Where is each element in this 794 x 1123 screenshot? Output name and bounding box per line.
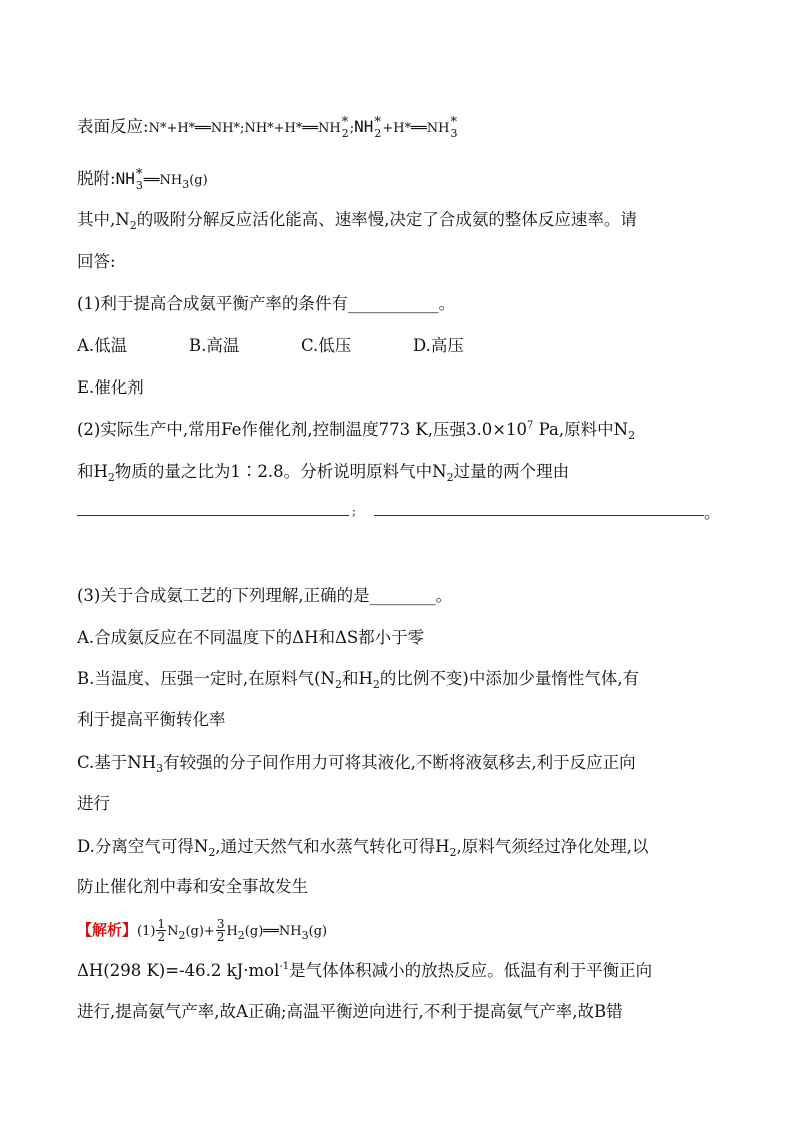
option-e: E.催化剂 [77,378,144,397]
question-2-line-2: 和$H_2$物质的量之比为1∶2.8。分析说明原料气中$N_2$过量的两个理由 [77,462,570,484]
question-1-options [77,335,525,357]
question-3-option-a: A.合成氨反应在不同温度下的ΔH和ΔS都小于零 [77,628,425,647]
analysis-line-1: 【解析】(1) $\frac{1}{2}$ $N_2(g)+$ $\frac{3}{2}$ $H_2(g)══NH_3(g)$ [77,917,328,944]
option-d: D.高压 [413,336,464,355]
surface-reaction-line: 表面反应:N*+H*══NH*;NH*+H*══NH * 2 ;NH * 2 +H*══NH * 3 [77,114,458,140]
question-3: (3)关于合成氨工艺的下列理解,正确的是________。 [77,586,453,605]
option-a: A.低温 [77,336,128,355]
question-3-option-b-line-2: 利于提高平衡转化率 [77,710,226,729]
question-1: (1)利于提高合成氨平衡产率的条件有___________。 [77,294,456,313]
reaction-3-mid: +H*══NH [382,121,450,136]
question-3-option-c-line-1: C.基于$NH_3$有较强的分子间作用力可将其液化,不断将液氨移去,利于反应正向 [77,753,636,775]
desorption-line: 脱附:NH * 3 $══NH_3(g)$ [77,166,208,192]
reaction-1: N*+H*══NH* [148,121,241,136]
fraction-three-halves: $\frac{3}{2}$ [216,917,225,944]
fraction-half: $\frac{1}{2}$ [157,917,166,944]
answer-blank-1 [77,515,349,516]
analysis-tag: 【解析】 [77,921,138,939]
answer-blank-2 [374,515,704,516]
option-b: B.高温 [189,336,240,355]
nh3-star: * 3 [450,114,458,140]
question-3-option-c-line-2: 进行 [77,794,110,813]
question-3-option-b-line-1: B.当温度、压强一定时,在原料气($N_2$和$H_2$的比例不变)中添加少量惰性气体,有 [77,669,640,691]
analysis-line-3: 进行,提高氨气产率,故A正确;高温平衡逆向进行,不利于提高氨气产率,故B错 [77,1002,623,1021]
analysis-line-2: ΔH(298 K)=-46.2 kJ·mol$^{-1}$是气体体积减小的放热反应。低温有利于平衡正向 [77,961,653,980]
question-2-line-1: (2)实际生产中,常用Fe作催化剂,控制温度773 K,压强$3.0\times 10^7$ Pa,原料中$N_2$ [77,420,636,442]
question-3-option-d-line-2: 防止催化剂中毒和安全事故发生 [77,877,308,896]
desorption-label: 脱附: [77,169,116,188]
nh2-star: * 2 [341,114,349,140]
intro-paragraph-line-1: 其中$,N_2$的吸附分解反应活化能高、速率慢,决定了合成氨的整体反应速率。请 [77,210,637,232]
reaction-3-pre: NH [354,117,374,136]
blank-separator: ; [352,504,357,518]
intro-paragraph-line-2: 回答: [77,252,116,271]
reaction-2: NH*+H*══NH [244,121,341,136]
blank-end: 。 [704,503,721,522]
question-3-option-d-line-1: D.分离空气可得$N_2$,通过天然气和水蒸气转化可得$H_2$,原料气须经过净化处理,以 [77,837,649,859]
surface-label: 表面反应: [77,117,149,136]
option-c: C.低压 [301,336,352,355]
